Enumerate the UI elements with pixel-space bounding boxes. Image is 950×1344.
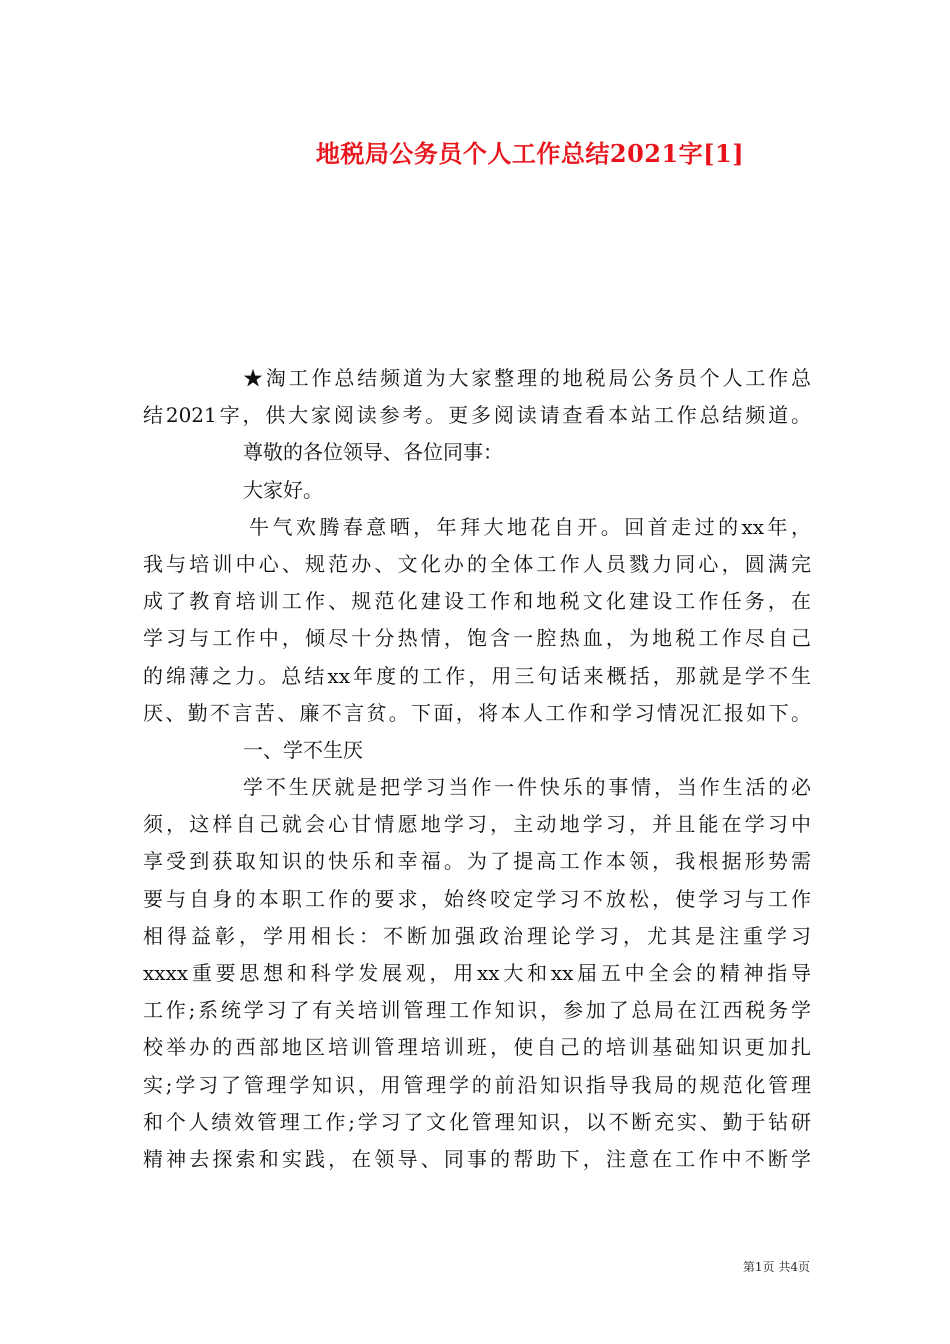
paragraph-line: 我与培训中心、规范办、文化办的全体工作人员戮力同心，圆满完 [143, 551, 811, 576]
paragraph-line: 牛气欢腾春意晒，年拜大地花自开。回首走过的xx年， [249, 514, 811, 539]
paragraph-line: 须，这样自己就会心甘情愿地学习，主动地学习，并且能在学习中 [143, 812, 811, 837]
paragraph-line: 成了教育培训工作、规范化建设工作和地税文化建设工作任务，在 [143, 589, 811, 614]
paragraph-line: 享受到获取知识的快乐和幸福。为了提高工作本领，我根据形势需 [143, 849, 811, 874]
section-heading: 一、学不生厌 [243, 737, 363, 762]
intro-line: ★淘工作总结频道为大家整理的地税局公务员个人工作总 [243, 366, 811, 390]
paragraph-line: 精神去探索和实践，在领导、同事的帮助下，注意在工作中不断学 [143, 1146, 811, 1171]
paragraph-line: 厌、勤不言苦、廉不言贫。下面，将本人工作和学习情况汇报如下。 [143, 700, 811, 725]
paragraph-line: 和个人绩效管理工作;学习了文化管理知识，以不断充实、勤于钻研 [143, 1109, 811, 1134]
paragraph-line: 学习与工作中，倾尽十分热情，饱含一腔热血，为地税工作尽自己 [143, 626, 811, 651]
paragraph-line: 的绵薄之力。总结xx年度的工作，用三句话来概括，那就是学不生 [143, 663, 811, 688]
page-number: 第1页 共4页 [742, 1260, 810, 1274]
paragraph-line: 实;学习了管理学知识，用管理学的前沿知识指导我局的规范化管理 [143, 1072, 811, 1097]
document-title: 地税局公务员个人工作总结2021字[1] [315, 139, 745, 168]
intro-line: 结2021字，供大家阅读参考。更多阅读请查看本站工作总结频道。 [143, 403, 811, 428]
paragraph-line: 工作;系统学习了有关培训管理工作知识，参加了总局在江西税务学 [143, 998, 811, 1023]
paragraph-line: 校举办的西部地区培训管理培训班，使自己的培训基础知识更加扎 [143, 1035, 811, 1060]
greeting: 大家好。 [243, 477, 323, 502]
paragraph-line: 要与自身的本职工作的要求，始终咬定学习不放松，使学习与工作 [143, 886, 811, 911]
paragraph-line: 学不生厌就是把学习当作一件快乐的事情，当作生活的必 [243, 775, 811, 800]
paragraph-line: 相得益彰，学用相长：不断加强政治理论学习，尤其是注重学习 [143, 923, 811, 948]
salutation: 尊敬的各位领导、各位同事： [243, 440, 503, 465]
paragraph-line: xxxx重要思想和科学发展观，用xx大和xx届五中全会的精神指导 [143, 961, 811, 985]
document-body [143, 360, 811, 1178]
